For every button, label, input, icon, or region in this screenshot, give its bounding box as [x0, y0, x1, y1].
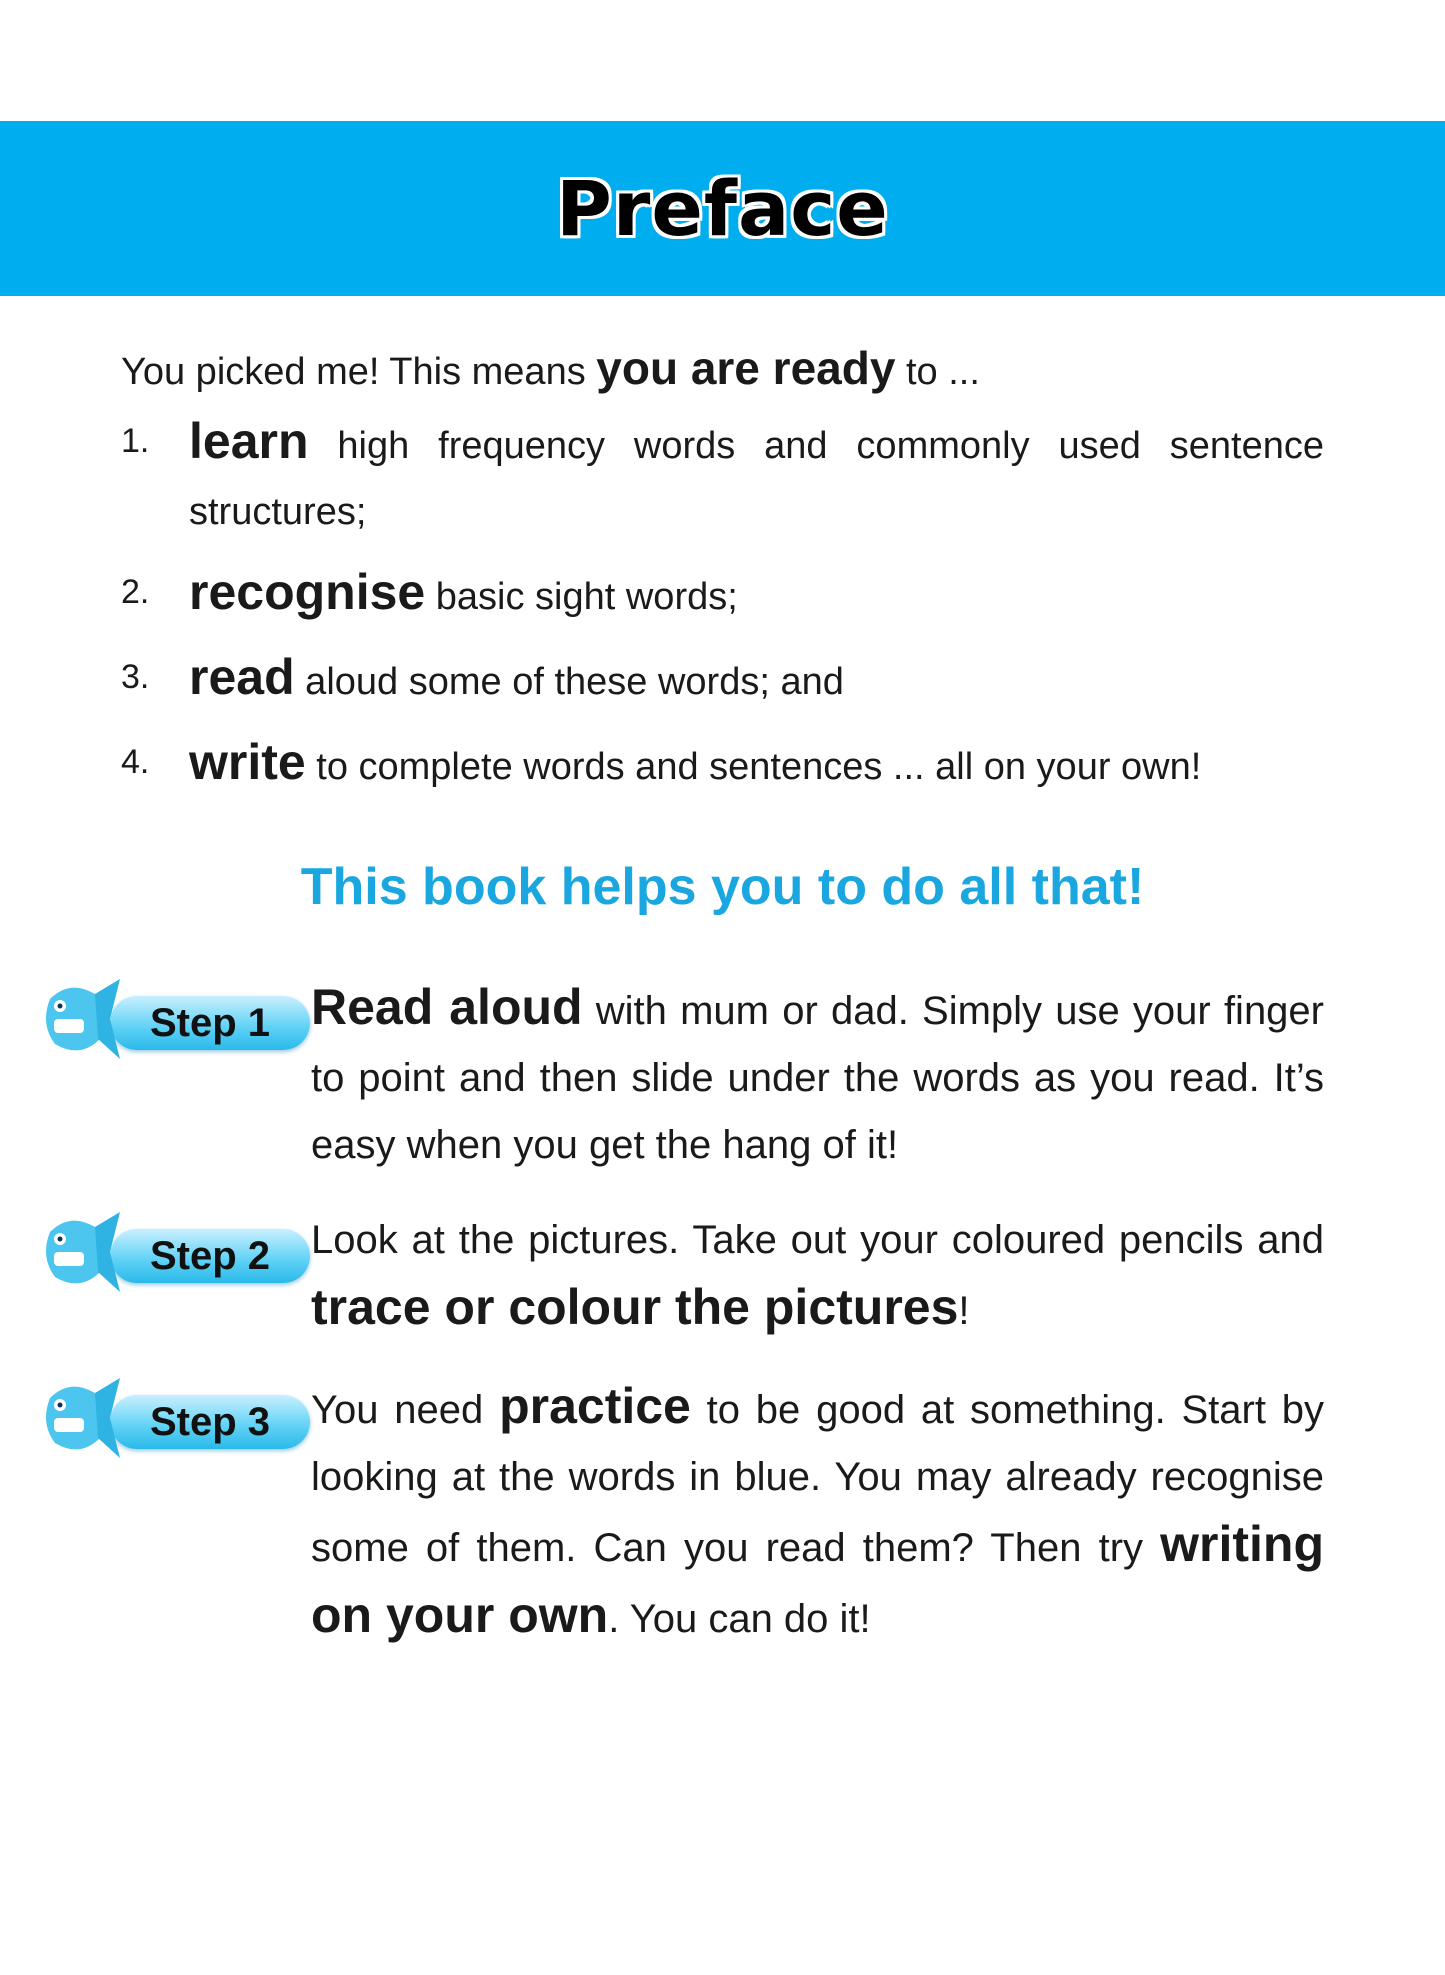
step-badge	[40, 1207, 275, 1297]
goals-list	[121, 408, 1324, 800]
item-text: high frequency words and commonly used sentence structures;	[189, 425, 1324, 533]
header-banner	[0, 121, 1445, 296]
step-badge	[40, 1373, 275, 1463]
step-bold-text: trace or colour the pictures	[311, 1279, 959, 1335]
fish-mascot-icon	[40, 974, 120, 1064]
step-1	[40, 974, 1324, 1179]
step-badge	[40, 974, 275, 1064]
step-bold-text: practice	[499, 1378, 691, 1434]
item-text: to complete words and sentences ... all on your own!	[305, 746, 1202, 788]
fish-mascot-icon	[40, 1207, 120, 1297]
step-text	[311, 1207, 1324, 1345]
list-item	[121, 644, 1324, 715]
item-text: basic sight words;	[425, 576, 738, 618]
item-number: 4.	[121, 743, 150, 781]
steps-list	[0, 974, 1445, 1653]
item-bold: read	[189, 649, 295, 705]
step-bold-text: writing on your own	[311, 1516, 1324, 1643]
step-bold-text: Read aloud	[311, 979, 583, 1035]
intro-bold: you are ready	[596, 342, 896, 394]
item-bold: write	[189, 734, 306, 790]
section-heading: This book helps you to do all that!	[300, 858, 1145, 916]
step-plain-text: Look at the pictures. Take out your coloured pencils and	[311, 1218, 1324, 1262]
step-2	[40, 1207, 1324, 1345]
step-3	[40, 1373, 1324, 1653]
item-number: 1.	[121, 422, 150, 460]
intro-line	[121, 340, 1445, 400]
page-title: Preface	[556, 164, 889, 253]
intro-text-end: to ...	[895, 351, 980, 393]
page-content	[0, 340, 1445, 1681]
step-plain-text: with mum or dad. Simply use your finger to point and then slide under the words as you read. It’s easy when you get the hang of it!	[311, 989, 1324, 1167]
list-item	[121, 408, 1324, 545]
intro-text: You picked me! This means	[121, 351, 597, 393]
item-number: 2.	[121, 573, 150, 611]
step-pill: Step 3	[110, 1395, 310, 1449]
item-bold: learn	[189, 413, 309, 469]
item-text: aloud some of these words; and	[294, 661, 844, 703]
step-text	[311, 1373, 1324, 1653]
step-text	[311, 974, 1324, 1179]
step-plain-text: !	[958, 1289, 970, 1333]
item-bold: recognise	[189, 564, 426, 620]
step-plain-text: to be good at something. Start by looking at the words in blue. You may already recognise some of them. Can you read them? Then try	[311, 1388, 1324, 1570]
item-number: 3.	[121, 658, 150, 696]
fish-mascot-icon	[40, 1373, 120, 1463]
step-pill: Step 1	[110, 996, 310, 1050]
list-item	[121, 729, 1324, 800]
list-item	[121, 559, 1324, 630]
step-plain-text: You need	[311, 1388, 500, 1432]
step-plain-text: . You can do it!	[608, 1597, 871, 1641]
step-pill: Step 2	[110, 1229, 310, 1283]
